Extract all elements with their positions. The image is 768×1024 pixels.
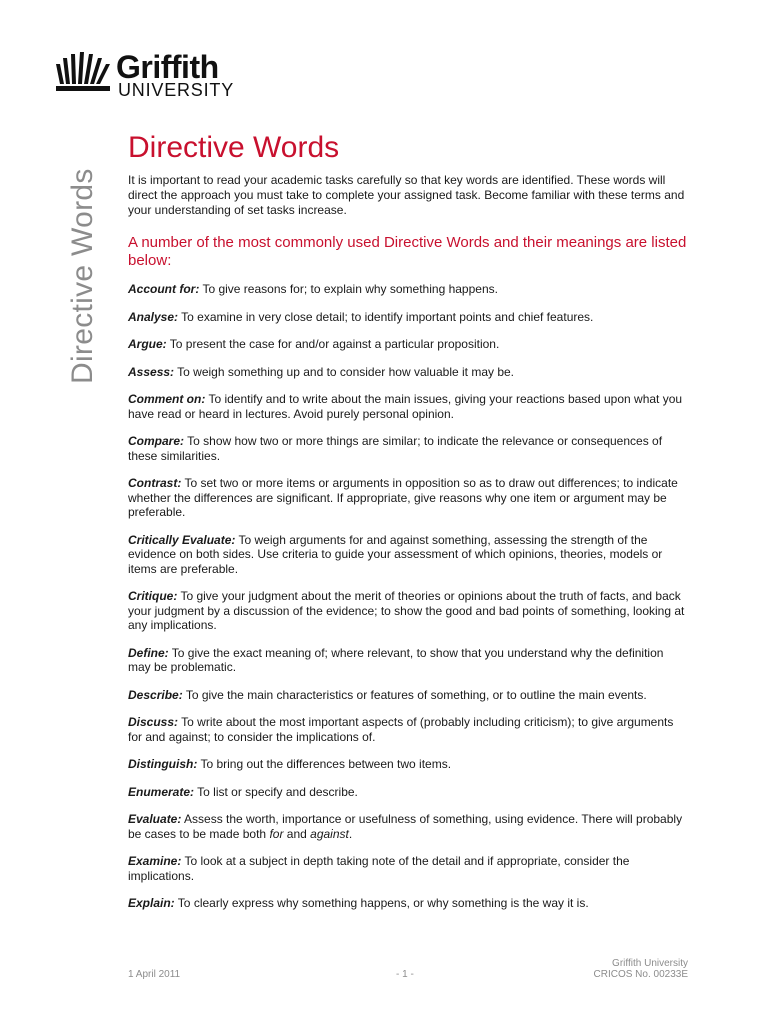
definition-item	[128, 476, 688, 520]
definition-text: To give the main characteristics or features of something, or to outline the main events.	[182, 687, 647, 702]
definition-item	[128, 757, 688, 772]
definition-term: Argue:	[128, 337, 167, 351]
definition-term: Analyse:	[128, 309, 179, 324]
definition-item	[128, 589, 688, 633]
definition-item	[128, 365, 688, 380]
page-title: Directive Words	[128, 131, 340, 164]
griffith-emblem-icon	[56, 52, 114, 96]
page-number: - 1 -	[396, 969, 414, 980]
definition-term: Contrast:	[128, 476, 182, 490]
definition-term: Discuss:	[128, 715, 179, 729]
definitions-list	[128, 282, 688, 924]
definition-item	[128, 337, 688, 352]
definition-term: Explain:	[128, 896, 175, 910]
logo-subtitle: UNIVERSITY	[118, 80, 235, 100]
definition-item	[128, 854, 688, 883]
intro-paragraph: It is important to read your academic tasks carefully so that key words are identified. These words will direct the approach you must take to complete your assigned task. Become familiar with these terms and your understanding of set tasks increase.	[128, 173, 685, 217]
definition-item	[128, 434, 688, 463]
definition-text: To show how two or more things are similar; to indicate the relevance or consequences of these similarities.	[128, 434, 663, 463]
definition-item	[128, 688, 688, 703]
logo-name: Griffith	[116, 49, 219, 85]
section-subheading: A number of the most commonly used Directive Words and their meanings are listed below:	[128, 234, 687, 269]
definition-item	[128, 310, 688, 325]
definition-term: Evaluate:	[128, 812, 182, 826]
definition-text: To clearly express why something happens, or why something is the way it is.	[174, 896, 589, 910]
definition-term: Comment on:	[128, 392, 206, 406]
definition-text: To write about the most important aspects of (probably including criticism); to give arguments for and against; to consider the implications of.	[128, 715, 674, 744]
definition-text: To give the exact meaning of; where relevant, to show that you understand why the definition may be problematic.	[128, 645, 664, 674]
definition-text: To look at a subject in depth taking note of the detail and if appropriate, consider the implications.	[128, 854, 630, 883]
definition-text: To give your judgment about the merit of theories or opinions about the truth of facts, and back your judgment by a discussion of the evidence; to show the good and bad points of something, looking at any implications.	[128, 589, 685, 632]
definition-item	[128, 896, 688, 911]
definition-term: Enumerate:	[128, 784, 195, 799]
definition-text: To weigh arguments for and against something, assessing the strength of the evidence on both sides. Use criteria to guide your assessment of which opinions, theories, models or items are preferable.	[128, 532, 663, 576]
definition-text: To set two or more items or arguments in opposition so as to draw out differences; to indicate whether the differences are significant. If appropriate, give reasons why one item or argument may be preferable.	[128, 476, 678, 519]
definition-term: Compare:	[128, 434, 185, 448]
definition-text: To weigh something up and to consider how valuable it may be.	[174, 364, 515, 379]
definition-term: Define:	[128, 645, 169, 660]
definition-item	[128, 812, 688, 841]
definition-term: Examine:	[128, 854, 182, 868]
definition-term: Assess:	[128, 364, 175, 379]
footer-date: 1 April 2011	[128, 969, 181, 980]
definition-item	[128, 282, 688, 297]
definition-item	[128, 392, 688, 421]
definition-text: To give reasons for; to explain why something happens.	[199, 282, 498, 296]
definition-text: To present the case for and/or against a particular proposition.	[166, 337, 500, 351]
page-footer	[128, 958, 688, 982]
definition-term: Critically Evaluate:	[128, 532, 236, 547]
definition-text: To list or specify and describe.	[194, 784, 358, 799]
footer-org: Griffith University	[612, 958, 688, 969]
side-title: Directive Words	[66, 168, 99, 384]
definition-term: Describe:	[128, 687, 183, 702]
definition-item	[128, 785, 688, 800]
definition-item	[128, 533, 688, 577]
definition-item	[128, 646, 688, 675]
definition-term: Distinguish:	[128, 757, 198, 771]
definition-term: Critique:	[128, 589, 178, 603]
footer-org-block	[594, 958, 689, 980]
footer-cricos: CRICOS No. 00233E	[593, 969, 688, 980]
definition-item	[128, 715, 688, 744]
definition-text: To examine in very close detail; to identify important points and chief features.	[178, 309, 594, 324]
definition-term: Account for:	[128, 282, 200, 296]
definition-text: To bring out the differences between two items.	[197, 757, 452, 771]
definition-text: To identify and to write about the main issues, giving your reactions based upon what you have read or heard in lectures. Avoid purely personal opinion.	[128, 392, 683, 421]
definition-text: Assess the worth, importance or usefulness of something, using evidence. There will probably be cases to be made both for and against.	[128, 812, 683, 841]
